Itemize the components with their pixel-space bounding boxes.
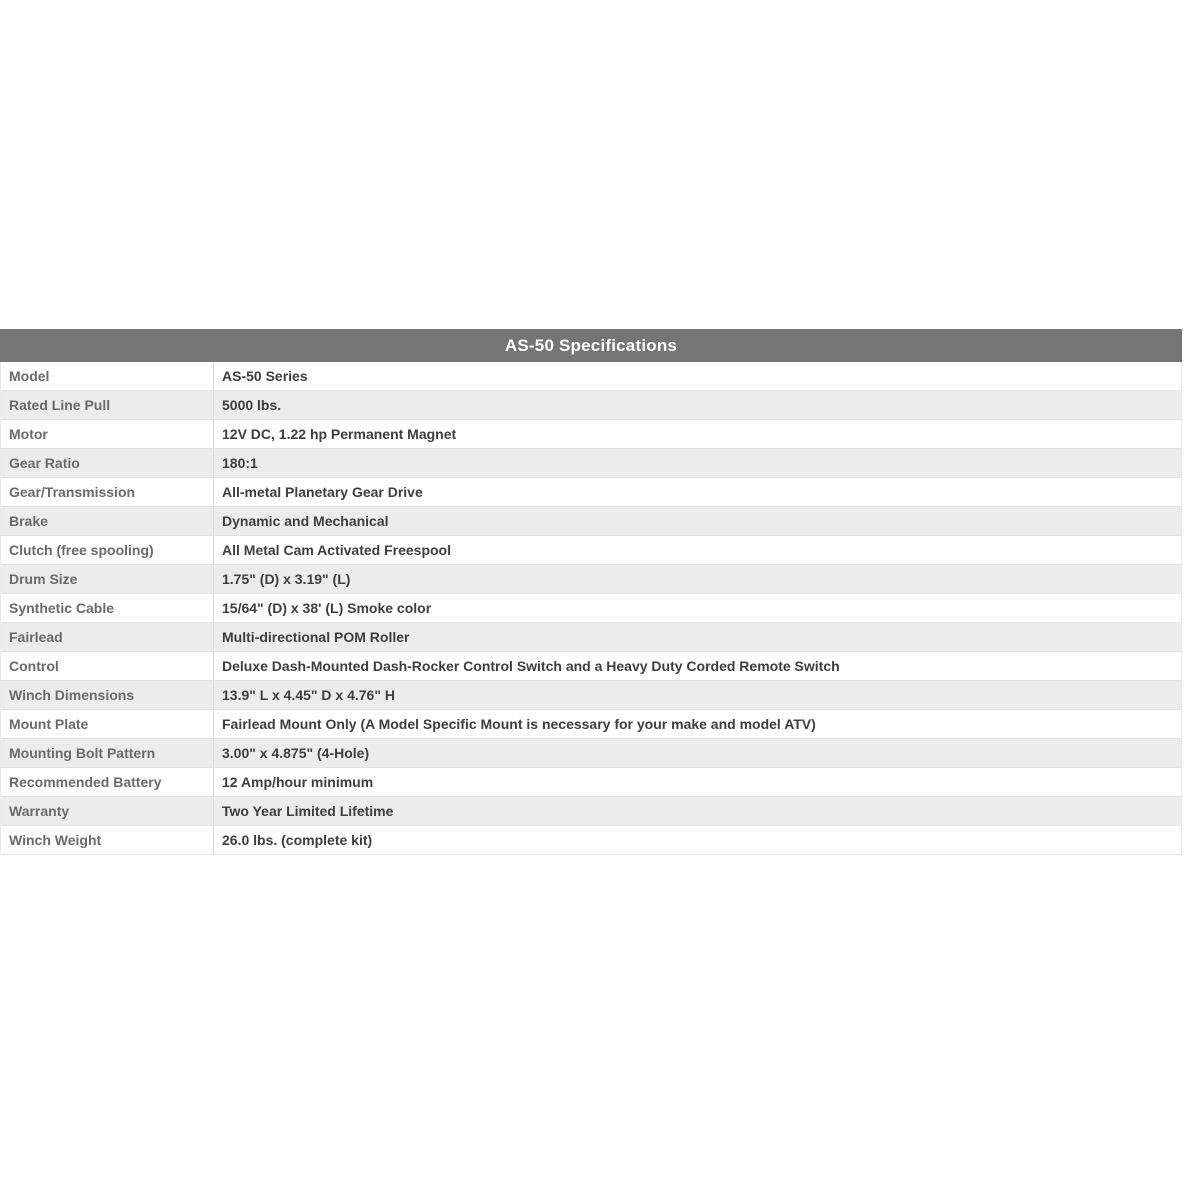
spec-label: Gear/Transmission [1, 478, 214, 506]
spec-value: All Metal Cam Activated Freespool [222, 542, 451, 558]
spec-label: Warranty [1, 797, 214, 825]
spec-label: Recommended Battery [1, 768, 214, 796]
spec-value: Two Year Limited Lifetime [222, 803, 394, 819]
table-row [1, 623, 1181, 652]
spec-value: Dynamic and Mechanical [222, 513, 389, 529]
spec-label: Rated Line Pull [1, 391, 214, 419]
table-row [1, 391, 1181, 420]
spec-value: All-metal Planetary Gear Drive [222, 484, 423, 500]
spec-label: Mounting Bolt Pattern [1, 739, 214, 767]
table-row [1, 420, 1181, 449]
spec-value: Fairlead Mount Only (A Model Specific Mount is necessary for your make and model ATV) [222, 716, 816, 732]
spec-value: AS-50 Series [222, 368, 308, 384]
table-row [1, 536, 1181, 565]
spec-label: Clutch (free spooling) [1, 536, 214, 564]
spec-value: 12 Amp/hour minimum [222, 774, 374, 790]
spec-label: Fairlead [1, 623, 214, 651]
specifications-table [0, 329, 1182, 855]
spec-value: 12V DC, 1.22 hp Permanent Magnet [222, 426, 457, 442]
spec-label: Gear Ratio [1, 449, 214, 477]
spec-label: Model [1, 362, 214, 390]
spec-value: Multi-directional POM Roller [222, 629, 410, 645]
table-row [1, 797, 1181, 826]
spec-value: 3.00" x 4.875" (4-Hole) [222, 745, 370, 761]
table-row [1, 710, 1181, 739]
spec-label: Brake [1, 507, 214, 535]
table-row [1, 768, 1181, 797]
spec-label: Drum Size [1, 565, 214, 593]
spec-value: 15/64" (D) x 38' (L) Smoke color [222, 600, 432, 616]
table-row [1, 478, 1181, 507]
table-row [1, 565, 1181, 594]
table-row [1, 826, 1181, 855]
spec-value: 5000 lbs. [222, 397, 282, 413]
table-row [1, 681, 1181, 710]
table-row [1, 652, 1181, 681]
spec-label: Winch Dimensions [1, 681, 214, 709]
spec-value: 180:1 [222, 455, 258, 471]
table-row [1, 594, 1181, 623]
table-title: AS-50 Specifications [0, 329, 1182, 362]
spec-value: Deluxe Dash-Mounted Dash-Rocker Control Switch and a Heavy Duty Corded Remote Switch [222, 658, 840, 674]
table-row [1, 739, 1181, 768]
table-row [1, 449, 1181, 478]
spec-value: 26.0 lbs. (complete kit) [222, 832, 373, 848]
spec-value: 13.9" L x 4.45" D x 4.76" H [222, 687, 395, 703]
spec-label: Winch Weight [1, 826, 214, 854]
spec-value: 1.75" (D) x 3.19" (L) [222, 571, 351, 587]
spec-label: Control [1, 652, 214, 680]
spec-label: Motor [1, 420, 214, 448]
table-body [0, 362, 1182, 855]
table-row [1, 507, 1181, 536]
spec-label: Synthetic Cable [1, 594, 214, 622]
spec-label: Mount Plate [1, 710, 214, 738]
table-row [1, 362, 1181, 391]
